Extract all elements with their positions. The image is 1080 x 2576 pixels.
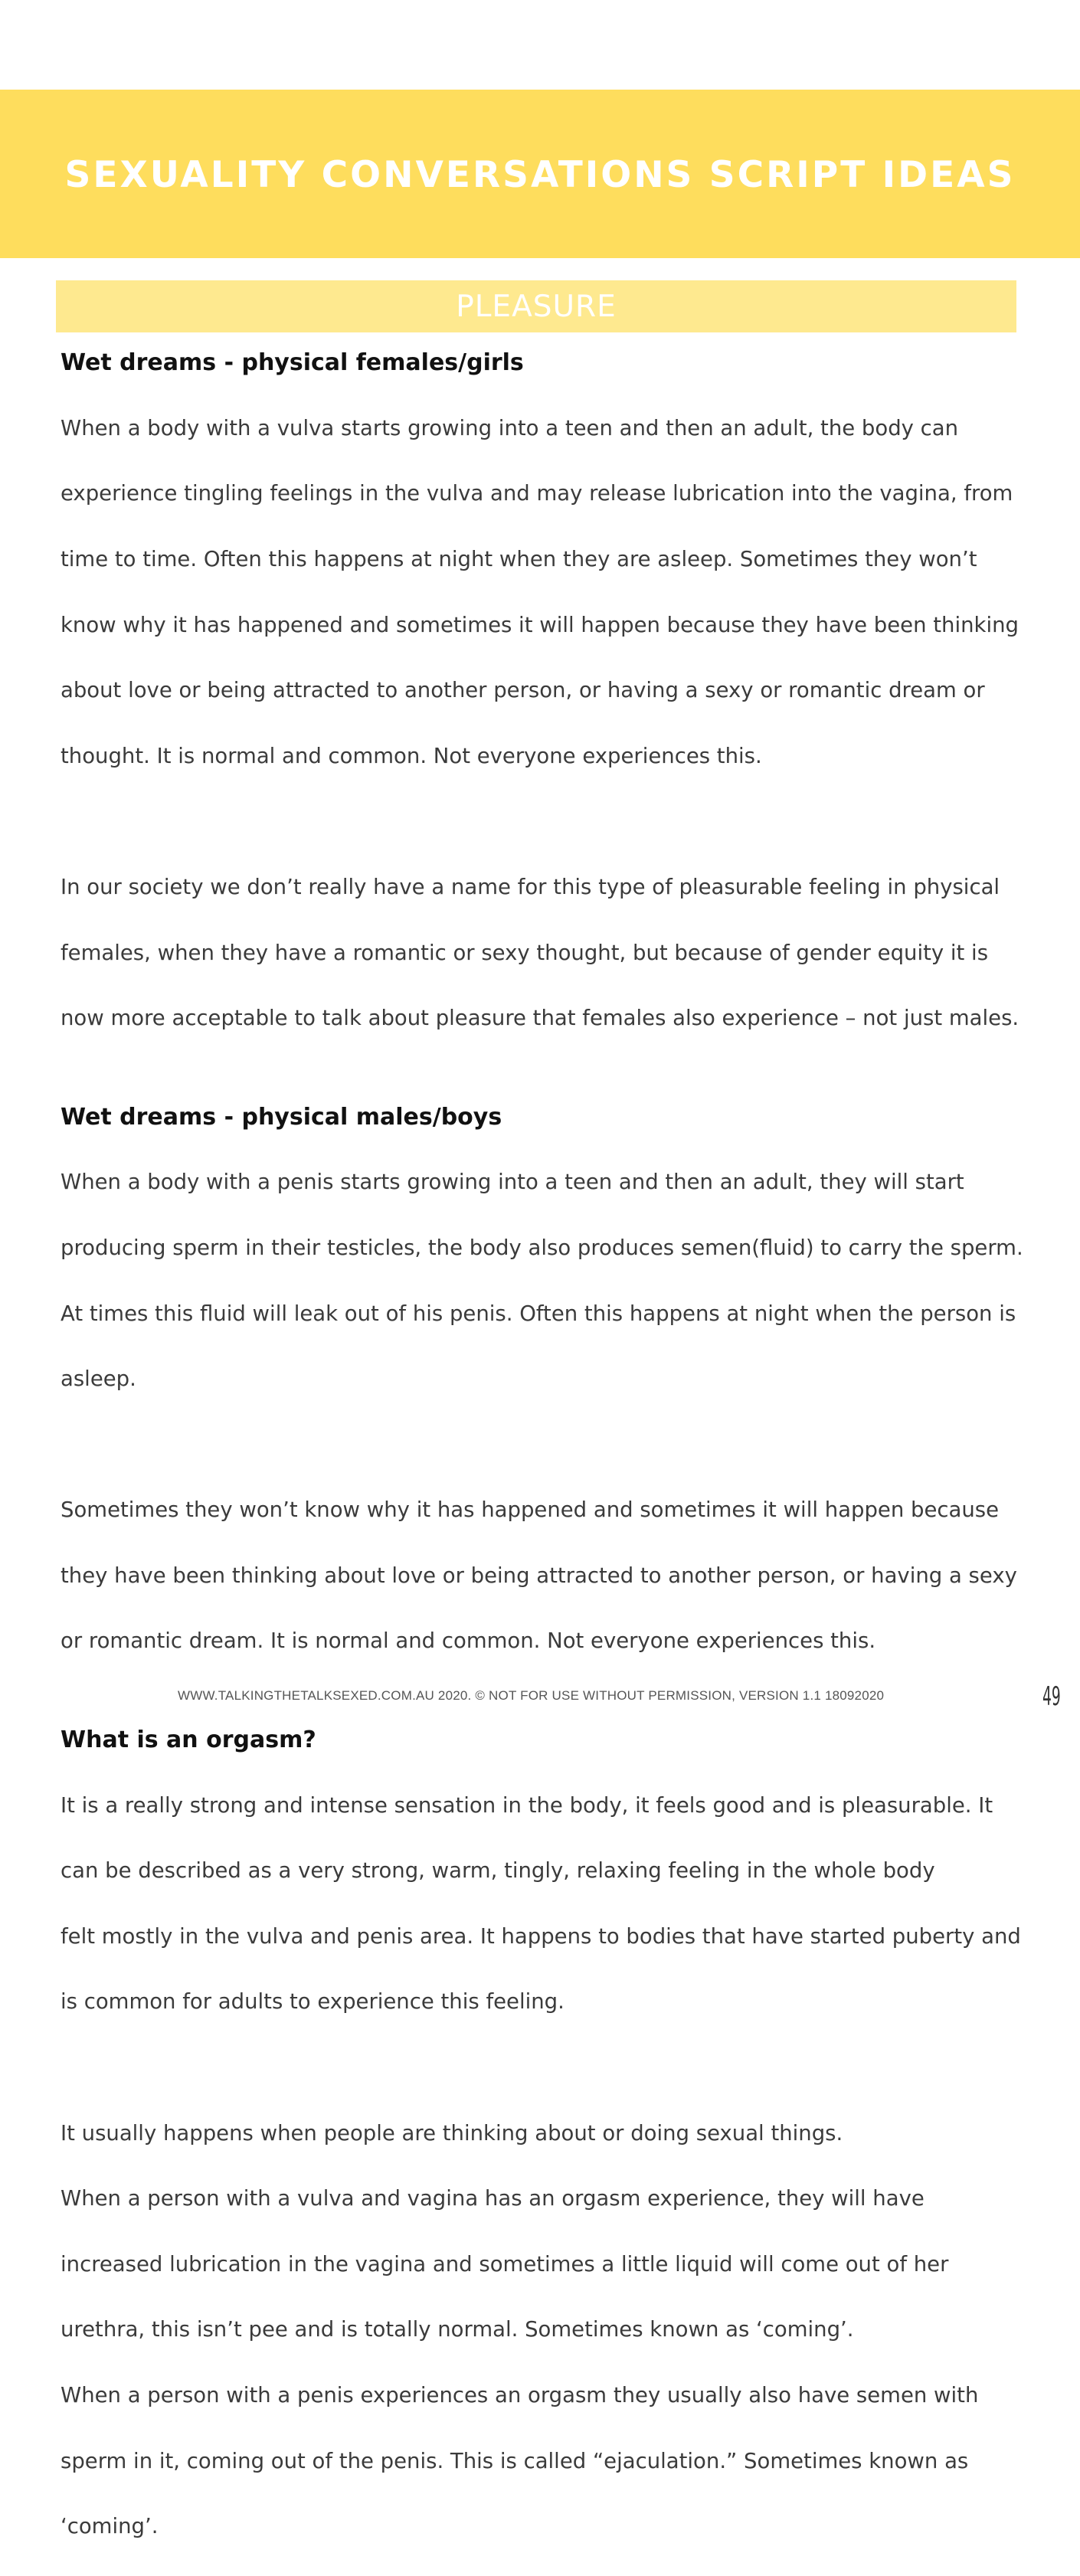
section-banner [56, 280, 1016, 332]
page-title: SEXUALITY CONVERSATIONS SCRIPT IDEAS [64, 153, 1016, 196]
block-wet-dreams-females [61, 346, 1033, 1068]
footer-copyright: WWW.TALKINGTHETALKSEXED.COM.AU 2020. © NOT FOR USE WITHOUT PERMISSION, VERSION 1.1 18092020 [178, 1688, 885, 1703]
paragraph [61, 1461, 1033, 1691]
block-wet-dreams-males [61, 1101, 1033, 1691]
text-line: is common for adults to experience this feeling. [61, 1989, 565, 2015]
text-line: sperm in it, coming out of the penis. This is called “ejaculation.” Sometimes known as [61, 2448, 969, 2473]
text-line: It is a really strong and intense sensation in the body, it feels good and is pleasurable. It [61, 1792, 993, 1818]
text-line: experience tingling feelings in the vulva and may release lubrication into the vagina, from [61, 481, 1013, 506]
text-line: time to time. Often this happens at night when they are asleep. Sometimes they won’t [61, 546, 977, 571]
document-body [61, 346, 1033, 2576]
paragraph [61, 1756, 1033, 2051]
text-line: know why it has happened and sometimes it will happen because they have been thinking [61, 612, 1019, 637]
text-line: In our society we don’t really have a name for this type of pleasurable feeling in physical [61, 874, 1000, 899]
text-line: asleep. [61, 1367, 136, 1392]
paragraph [61, 379, 1033, 805]
block-heading: Wet dreams - physical females/girls [61, 349, 524, 376]
text-line: ‘coming’. [61, 2514, 159, 2539]
text-line: about love or being attracted to another person, or having a sexy or romantic dream or [61, 678, 985, 703]
text-line: now more acceptable to talk about pleasure that females also experience – not just males. [61, 1006, 1019, 1031]
paragraph [61, 1134, 1033, 1429]
text-line: When a person with a vulva and vagina has an orgasm experience, they will have [61, 2186, 925, 2211]
page-number: 49 [1042, 1681, 1061, 1712]
text-line: increased lubrication in the vagina and sometimes a little liquid will come out of her [61, 2251, 949, 2277]
text-line: urethra, this isn’t pee and is totally normal. Sometimes known as ‘coming’. [61, 2317, 854, 2342]
text-line: females, when they have a romantic or sexy thought, but because of gender equity it is [61, 940, 989, 965]
text-line: When a body with a vulva starts growing into a teen and then an adult, the body can [61, 415, 959, 440]
text-line: When a body with a penis starts growing into a teen and then an adult, they will start [61, 1170, 964, 1195]
block-heading: Wet dreams - physical males/boys [61, 1103, 502, 1131]
title-banner [0, 90, 1080, 258]
text-line: or romantic dream. It is normal and common. Not everyone experiences this. [61, 1628, 876, 1654]
block-orgasm [61, 1723, 1033, 2576]
section-title: PLEASURE [456, 289, 617, 324]
block-heading: What is an orgasm? [61, 1726, 316, 1753]
text-line: It usually happens when people are thinking about or doing sexual things. [61, 2120, 843, 2146]
text-line: felt mostly in the vulva and penis area. It happens to bodies that have started puberty and [61, 1923, 1021, 1949]
text-line: Sometimes they won’t know why it has happened and sometimes it will happen because [61, 1497, 1000, 1523]
text-line: thought. It is normal and common. Not everyone experiences this. [61, 743, 762, 768]
text-line: can be described as a very strong, warm, tingly, relaxing feeling in the whole body [61, 1858, 935, 1884]
text-line: When a person with a penis experiences an orgasm they usually also have semen with [61, 2383, 979, 2408]
paragraph [61, 838, 1033, 1068]
text-line: At times this fluid will leak out of his penis. Often this happens at night when the person is [61, 1301, 1016, 1326]
text-line: they have been thinking about love or being attracted to another person, or having a sexy [61, 1563, 1017, 1588]
text-line: producing sperm in their testicles, the body also produces semen(fluid) to carry the sperm. [61, 1235, 1023, 1260]
paragraph [61, 2084, 1033, 2576]
